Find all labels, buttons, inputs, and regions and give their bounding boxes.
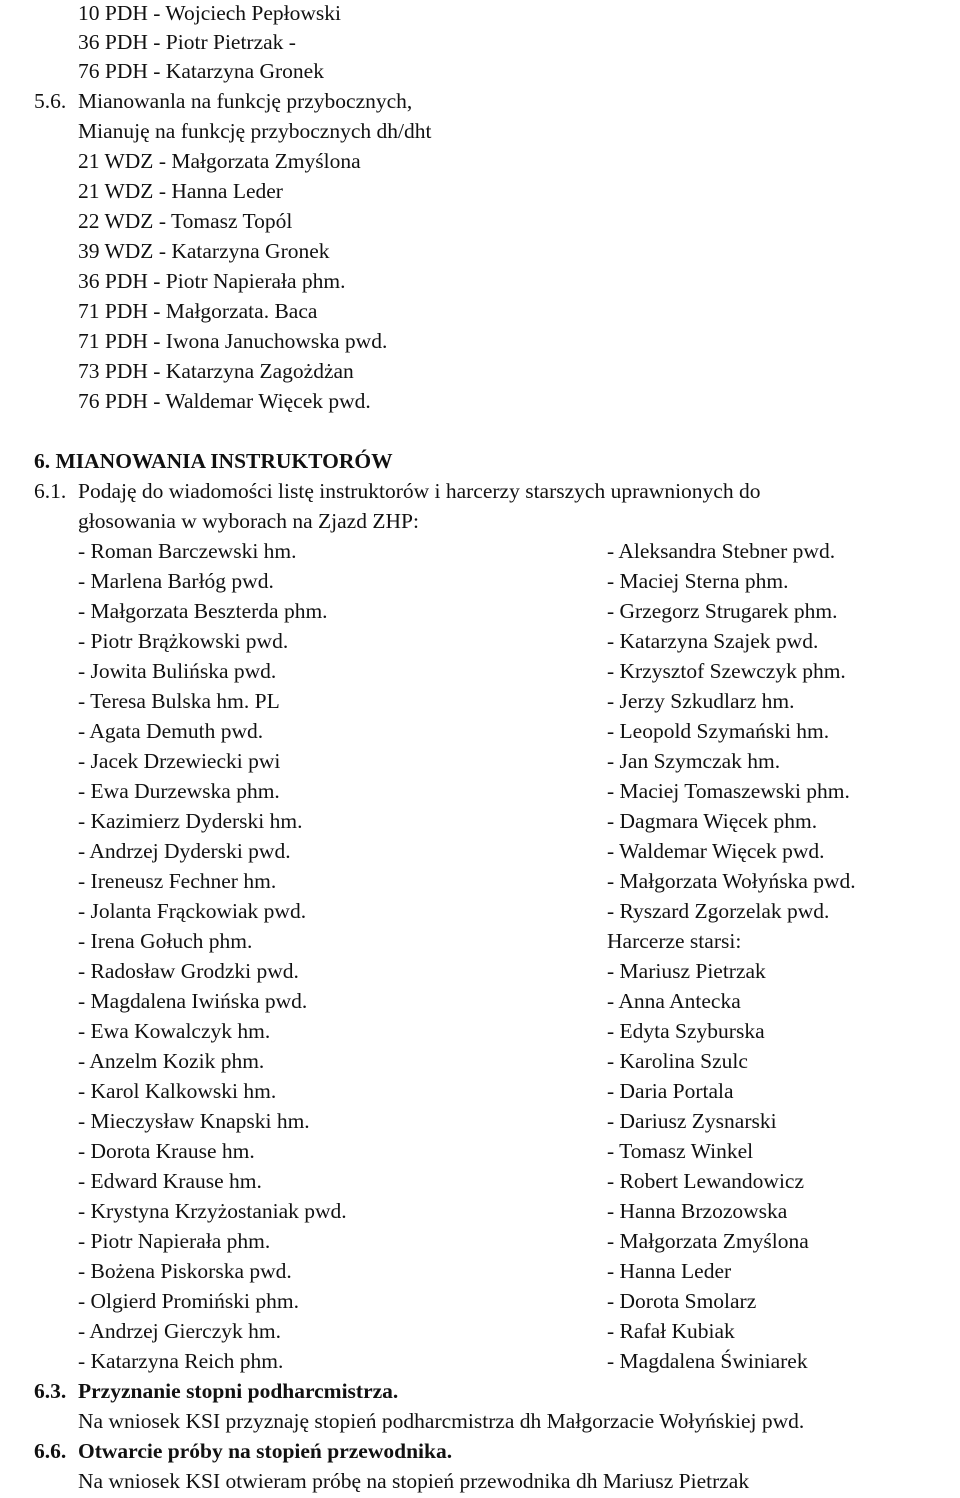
list-item: - Leopold Szymański hm. bbox=[607, 719, 830, 743]
top-line: 76 PDH - Katarzyna Gronek bbox=[78, 59, 324, 83]
list-item: - Robert Lewandowicz bbox=[607, 1169, 805, 1193]
list-item: - Tomasz Winkel bbox=[607, 1139, 754, 1163]
list-item: - Hanna Brzozowska bbox=[607, 1199, 788, 1223]
list-item: - Maciej Tomaszewski phm. bbox=[607, 779, 850, 803]
list-item: - Ireneusz Fechner hm. bbox=[78, 869, 277, 893]
list-item: - Krystyna Krzyżostaniak pwd. bbox=[78, 1199, 347, 1223]
list-item: - Jolanta Frąckowiak pwd. bbox=[78, 899, 307, 923]
list-item: - Karol Kalkowski hm. bbox=[78, 1079, 277, 1103]
section-6-6-body: Na wniosek KSI otwieram próbę na stopień przewodnika dh Mariusz Pietrzak bbox=[78, 1469, 750, 1493]
list-item: - Anzelm Kozik phm. bbox=[78, 1049, 265, 1073]
list-item: - Aleksandra Stebner pwd. bbox=[607, 539, 836, 563]
list-item: Harcerze starsi: bbox=[607, 929, 742, 953]
list-item: 21 WDZ - Małgorzata Zmyślona bbox=[78, 149, 361, 173]
section-6-1-number: 6.1. bbox=[34, 479, 67, 503]
list-item: 71 PDH - Iwona Januchowska pwd. bbox=[78, 329, 388, 353]
section-6-3-number: 6.3. bbox=[34, 1379, 67, 1403]
list-item: - Dorota Smolarz bbox=[607, 1289, 757, 1313]
list-item: - Teresa Bulska hm. PL bbox=[78, 689, 280, 713]
list-item: - Małgorzata Wołyńska pwd. bbox=[607, 869, 856, 893]
section-6-3-body: Na wniosek KSI przyznaję stopień podharcmistrza dh Małgorzacie Wołyńskiej pwd. bbox=[78, 1409, 805, 1433]
list-item: - Rafał Kubiak bbox=[607, 1319, 735, 1343]
list-item: - Maciej Sterna phm. bbox=[607, 569, 789, 593]
list-item: - Katarzyna Szajek pwd. bbox=[607, 629, 819, 653]
list-item: - Daria Portala bbox=[607, 1079, 734, 1103]
list-item: 22 WDZ - Tomasz Topól bbox=[78, 209, 293, 233]
list-item: 21 WDZ - Hanna Leder bbox=[78, 179, 283, 203]
list-item: - Andrzej Dyderski pwd. bbox=[78, 839, 291, 863]
top-line: 36 PDH - Piotr Pietrzak - bbox=[78, 30, 296, 54]
list-item: - Marlena Barłóg pwd. bbox=[78, 569, 274, 593]
section-5-6-intro: Mianuję na funkcję przybocznych dh/dht bbox=[78, 119, 432, 143]
list-item: - Agata Demuth pwd. bbox=[78, 719, 264, 743]
list-item: - Magdalena Świniarek bbox=[607, 1349, 808, 1373]
section-6-6-title: Otwarcie próby na stopień przewodnika. bbox=[78, 1439, 453, 1463]
list-item: - Piotr Napierała phm. bbox=[78, 1229, 271, 1253]
section-5-6-title: Mianowanla na funkcję przybocznych, bbox=[78, 89, 413, 113]
list-item: 36 PDH - Piotr Napierała phm. bbox=[78, 269, 346, 293]
list-item: - Irena Gołuch phm. bbox=[78, 929, 253, 953]
list-item: - Grzegorz Strugarek phm. bbox=[607, 599, 838, 623]
list-item: - Radosław Grodzki pwd. bbox=[78, 959, 299, 983]
list-item: - Dariusz Zysnarski bbox=[607, 1109, 777, 1133]
list-item: - Jan Szymczak hm. bbox=[607, 749, 781, 773]
list-item: - Waldemar Więcek pwd. bbox=[607, 839, 825, 863]
list-item: - Mieczysław Knapski hm. bbox=[78, 1109, 310, 1133]
section-6-3-title: Przyznanie stopni podharcmistrza. bbox=[78, 1379, 399, 1403]
list-item: - Roman Barczewski hm. bbox=[78, 539, 297, 563]
section-6-6-number: 6.6. bbox=[34, 1439, 67, 1463]
list-item: - Małgorzata Beszterda phm. bbox=[78, 599, 328, 623]
list-item: - Mariusz Pietrzak bbox=[607, 959, 766, 983]
list-item: 73 PDH - Katarzyna Zagożdżan bbox=[78, 359, 354, 383]
list-item: - Karolina Szulc bbox=[607, 1049, 748, 1073]
section-5-6-number: 5.6. bbox=[34, 89, 67, 113]
list-item: - Krzysztof Szewczyk phm. bbox=[607, 659, 846, 683]
section-6-heading: 6. MIANOWANIA INSTRUKTORÓW bbox=[34, 449, 393, 473]
list-item: - Małgorzata Zmyślona bbox=[607, 1229, 809, 1253]
list-item: - Dorota Krause hm. bbox=[78, 1139, 255, 1163]
list-item: - Edward Krause hm. bbox=[78, 1169, 262, 1193]
list-item: - Olgierd Promiński phm. bbox=[78, 1289, 299, 1313]
list-item: 76 PDH - Waldemar Więcek pwd. bbox=[78, 389, 371, 413]
list-item: - Jowita Bulińska pwd. bbox=[78, 659, 277, 683]
list-item: 71 PDH - Małgorzata. Baca bbox=[78, 299, 318, 323]
list-item: - Bożena Piskorska pwd. bbox=[78, 1259, 292, 1283]
list-item: - Piotr Brążkowski pwd. bbox=[78, 629, 289, 653]
list-item: - Dagmara Więcek phm. bbox=[607, 809, 818, 833]
list-item: - Magdalena Iwińska pwd. bbox=[78, 989, 308, 1013]
list-item: - Ryszard Zgorzelak pwd. bbox=[607, 899, 830, 923]
list-item: - Jerzy Szkudlarz hm. bbox=[607, 689, 795, 713]
list-item: - Ewa Durzewska phm. bbox=[78, 779, 280, 803]
section-6-1-text: Podaję do wiadomości listę instruktorów i harcerzy starszych uprawnionych do bbox=[78, 479, 761, 503]
list-item: - Edyta Szyburska bbox=[607, 1019, 765, 1043]
list-item: - Anna Antecka bbox=[607, 989, 741, 1013]
list-item: - Ewa Kowalczyk hm. bbox=[78, 1019, 271, 1043]
list-item: - Jacek Drzewiecki pwi bbox=[78, 749, 281, 773]
section-6-1-text: głosowania w wyborach na Zjazd ZHP: bbox=[78, 509, 419, 533]
list-item: - Katarzyna Reich phm. bbox=[78, 1349, 284, 1373]
list-item: 39 WDZ - Katarzyna Gronek bbox=[78, 239, 330, 263]
list-item: - Hanna Leder bbox=[607, 1259, 732, 1283]
list-item: - Kazimierz Dyderski hm. bbox=[78, 809, 303, 833]
list-item: - Andrzej Gierczyk hm. bbox=[78, 1319, 281, 1343]
top-line: 10 PDH - Wojciech Pepłowski bbox=[78, 1, 342, 25]
